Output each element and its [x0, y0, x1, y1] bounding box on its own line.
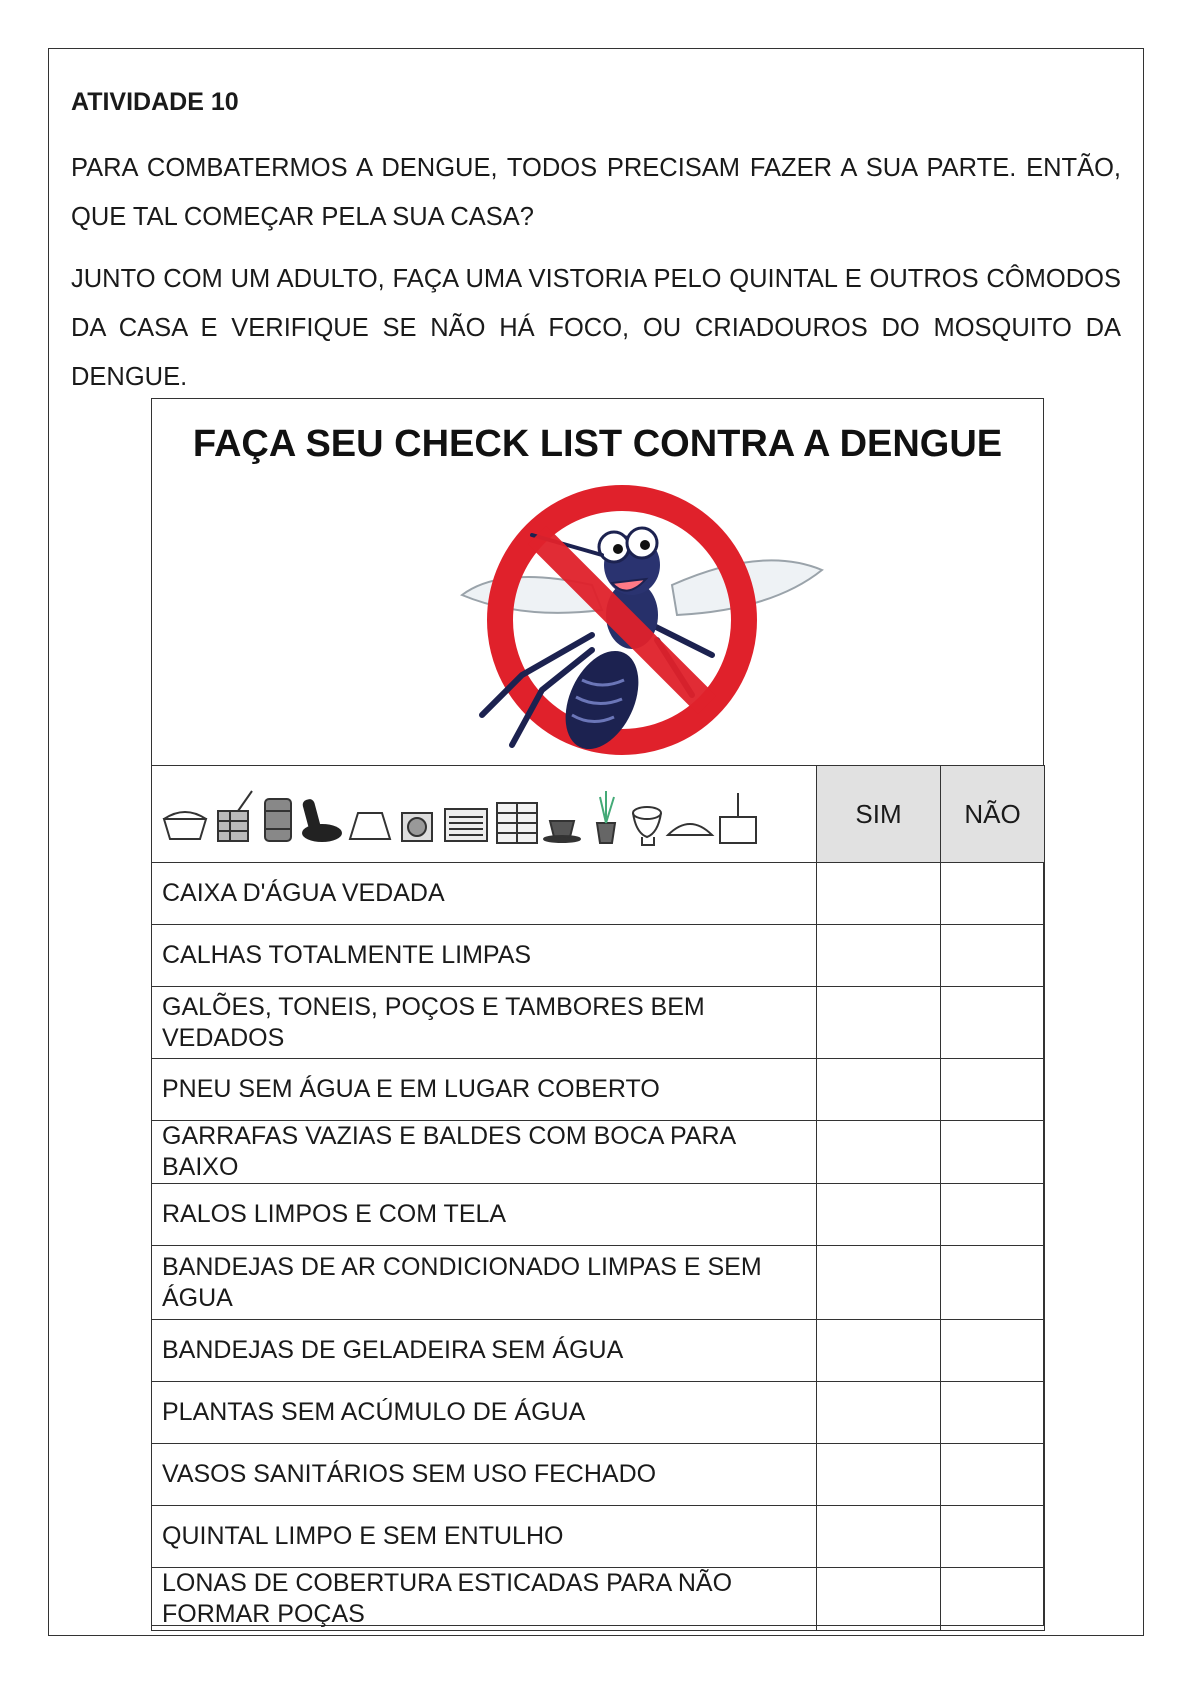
checklist-row [152, 925, 1045, 987]
air-conditioner-icon [445, 809, 487, 841]
no-checkbox[interactable] [941, 1568, 1045, 1631]
toilet-icon [633, 807, 661, 845]
drain-icon [402, 813, 432, 841]
drum-icon [265, 799, 291, 841]
yes-checkbox[interactable] [817, 987, 941, 1059]
column-yes: SIM [817, 766, 941, 863]
trash-bin-icon [720, 793, 756, 843]
checklist-item: LONAS DE COBERTURA ESTICADAS PARA NÃO FORMAR POÇAS [152, 1568, 817, 1631]
yes-checkbox[interactable] [817, 1121, 941, 1184]
checklist-row [152, 1506, 1045, 1568]
no-checkbox[interactable] [941, 1320, 1045, 1382]
checklist-item: BANDEJAS DE AR CONDICIONADO LIMPAS E SEM ÁGUA [152, 1246, 817, 1320]
gutter-icon [218, 791, 252, 841]
icons-strip [152, 766, 817, 863]
tarp-icon [668, 824, 712, 835]
household-icons [160, 777, 800, 847]
no-checkbox[interactable] [941, 1506, 1045, 1568]
column-no: NÃO [941, 766, 1045, 863]
no-checkbox[interactable] [941, 1059, 1045, 1121]
checklist-row [152, 1059, 1045, 1121]
checklist-row [152, 1121, 1045, 1184]
checklist-row [152, 1246, 1045, 1320]
checklist-item: RALOS LIMPOS E COM TELA [152, 1184, 817, 1246]
yes-checkbox[interactable] [817, 1382, 941, 1444]
cup-and-saucer-icon [544, 821, 580, 842]
checklist-row [152, 1568, 1045, 1631]
activity-heading: ATIVIDADE 10 [71, 88, 239, 116]
tire-icon [302, 798, 342, 842]
potted-plant-icon [597, 791, 615, 843]
no-checkbox[interactable] [941, 925, 1045, 987]
yes-checkbox[interactable] [817, 1184, 941, 1246]
no-checkbox[interactable] [941, 987, 1045, 1059]
yes-checkbox[interactable] [817, 1506, 941, 1568]
no-checkbox[interactable] [941, 1121, 1045, 1184]
no-checkbox[interactable] [941, 1382, 1045, 1444]
yes-checkbox[interactable] [817, 863, 941, 925]
checklist-item: PNEU SEM ÁGUA E EM LUGAR COBERTO [152, 1059, 817, 1121]
checklist-item: GARRAFAS VAZIAS E BALDES COM BOCA PARA BAIXO [152, 1121, 817, 1184]
yes-checkbox[interactable] [817, 925, 941, 987]
instruction-paragraph: JUNTO COM UM ADULTO, FAÇA UMA VISTORIA PELO QUINTAL E OUTROS CÔMODOS DA CASA E VERIFIQUE SE NÃO HÁ FOCO, OU CRIADOUROS DO MOSQUITO DA DENGUE. [71, 265, 1121, 391]
yes-checkbox[interactable] [817, 1059, 941, 1121]
checklist-sheet [151, 398, 1044, 1626]
checklist-item: GALÕES, TONEIS, POÇOS E TAMBORES BEM VEDADOS [152, 987, 817, 1059]
checklist-item: BANDEJAS DE GELADEIRA SEM ÁGUA [152, 1320, 817, 1382]
no-mosquito-icon [442, 475, 832, 765]
checklist-row [152, 863, 1045, 925]
yes-checkbox[interactable] [817, 1320, 941, 1382]
checklist-row [152, 1320, 1045, 1382]
checklist-header-row [152, 766, 1045, 863]
no-checkbox[interactable] [941, 1184, 1045, 1246]
checklist-item: CALHAS TOTALMENTE LIMPAS [152, 925, 817, 987]
yes-checkbox[interactable] [817, 1444, 941, 1506]
water-tank-icon [164, 812, 206, 839]
checklist-table [151, 765, 1045, 1631]
yes-checkbox[interactable] [817, 1246, 941, 1320]
checklist-row [152, 1382, 1045, 1444]
no-checkbox[interactable] [941, 1444, 1045, 1506]
bucket-icon [350, 813, 390, 839]
checklist-row [152, 1444, 1045, 1506]
checklist-row [152, 1184, 1045, 1246]
checklist-item: VASOS SANITÁRIOS SEM USO FECHADO [152, 1444, 817, 1506]
checklist-item: PLANTAS SEM ACÚMULO DE ÁGUA [152, 1382, 817, 1444]
checklist-item: QUINTAL LIMPO E SEM ENTULHO [152, 1506, 817, 1568]
yes-checkbox[interactable] [817, 1568, 941, 1631]
checklist-title: FAÇA SEU CHECK LIST CONTRA A DENGUE [192, 423, 1003, 465]
no-checkbox[interactable] [941, 863, 1045, 925]
intro-paragraph: PARA COMBATERMOS A DENGUE, TODOS PRECISAM FAZER A SUA PARTE. ENTÃO, QUE TAL COMEÇAR PELA SUA CASA? [71, 154, 1121, 231]
refrigerator-icon [497, 803, 537, 843]
no-checkbox[interactable] [941, 1246, 1045, 1320]
checklist-item: CAIXA D'ÁGUA VEDADA [152, 863, 817, 925]
checklist-row [152, 987, 1045, 1059]
